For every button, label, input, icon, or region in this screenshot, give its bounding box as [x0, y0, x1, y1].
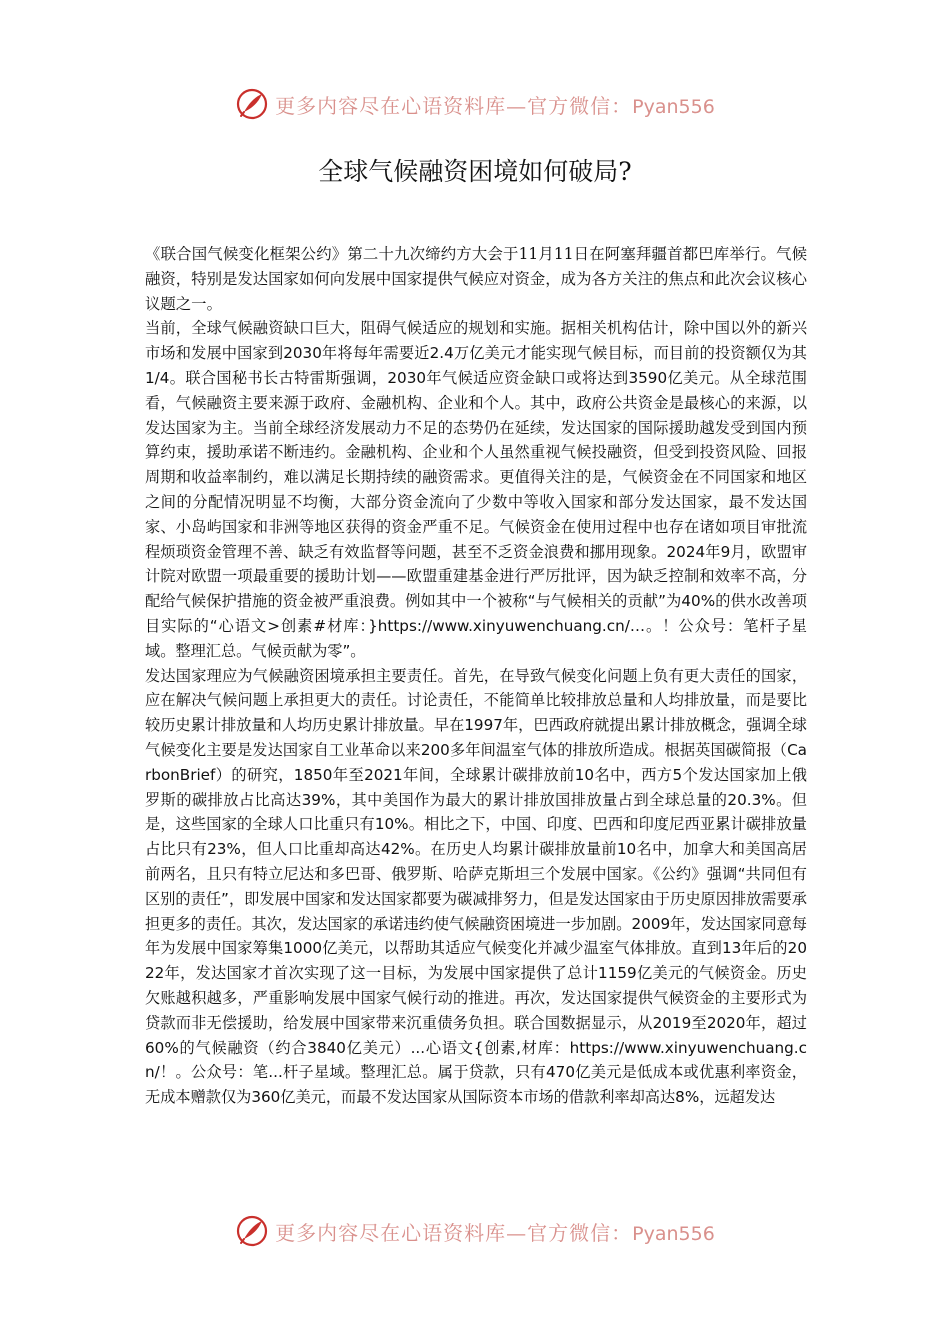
- footer-watermark: [0, 1213, 950, 1249]
- header-watermark: [0, 86, 950, 122]
- watermark-wechat-id: Pyan556: [632, 1222, 715, 1245]
- watermark-text: 更多内容尽在心语资料库—官方微信：Pyan556: [275, 1220, 715, 1245]
- article-title: 全球气候融资困境如何破局?: [318, 157, 632, 186]
- paragraph-responsibility: 发达国家理应为气候融资困境承担主要责任。首先，在导致气候变化问题上负有更大责任的国家，应在解决气候问题上承担更大的责任。讨论责任，不能简单比较排放总量和人均排放量，而是要比较历史累计排放量和人均历史累计排放量。早在1997年，巴西政府就提出累计排放概念，强调全球气候变化主要是发达国家自工业革命以来200多年间温室气体的排放所造成。根据英国碳简报（CarbonBrief）的研究，1850年至2021年间，全球累计碳排放前10名中，西方5个发达国家加上俄罗斯的碳排放占比高达39%，其中美国作为最大的累计排放国排放量占到全球总量的20.3%。但是，这些国家的全球人口比重只有10%。相比之下，中国、印度、巴西和印度尼西亚累计碳排放量占比只有23%，但人口比重却高达42%。在历史人均累计碳排放量前10名中，加拿大和美国高居前两名，且只有特立尼达和多巴哥、俄罗斯、哈萨克斯坦三个发展中国家。《公约》强调“共同但有区别的责任”，即发展中国家和发达国家都要为碳减排努力，但是发达国家由于历史原因排放需要承担更多的责任。其次，发达国家的承诺违约使气候融资困境进一步加剧。2009年，发达国家同意每年为发展中国家筹集1000亿美元，以帮助其适应气候变化并减少温室气体排放。直到13年后的2022年，发达国家才首次实现了这一目标，为发展中国家提供了总计1159亿美元的气候资金。历史欠账越积越多，严重影响发展中国家气候行动的推进。再次，发达国家提供气候资金的主要形式为贷款而非无偿援助，给发展中国家带来沉重债务负担。联合国数据显示，从2019至2020年，超过60%的气候融资（约合3840亿美元）...心语文{创素,材库：https://www.xinyuwenchuang.cn/！。公众号：笔...杆子星域。整理汇总。属于贷款，只有470亿美元是低成本或优惠利率资金，无成本赠款仅为360亿美元，而最不发达国家从国际资本市场的借款利率却高达8%，远超发达: [145, 666, 807, 1107]
- watermark-wechat-id: Pyan556: [632, 95, 715, 118]
- quill-logo-icon: [235, 87, 269, 121]
- paragraph-funding-gap: 当前，全球气候融资缺口巨大，阻碍气候适应的规划和实施。据相关机构估计，除中国以外的新兴市场和发展中国家到2030年将每年需要近2.4万亿美元才能实现气候目标，而目前的投资额仅为其1/4。联合国秘书长古特雷斯强调，2030年气候适应资金缺口或将达到3590亿美元。从全球范围看，气候融资主要来源于政府、金融机构、企业和个人。其中，政府公共资金是最核心的来源，以发达国家为主。当前全球经济发展动力不足的态势仍在延续，发达国家的国际援助越发受到国内预算约束，援助承诺不断违约。金融机构、企业和个人虽然重视气候投融资，但受到投资风险、回报周期和收益率制约，难以满足长期持续的融资需求。更值得关注的是，气候资金在不同国家和地区之间的分配情况明显不均衡，大部分资金流向了少数中等收入国家和部分发达国家，最不发达国家、小岛屿国家和非洲等地区获得的资金严重不足。气候资金在使用过程中也存在诸如项目审批流程烦琐资金管理不善、缺乏有效监督等问题，甚至不乏资金浪费和挪用现象。2024年9月，欧盟审计院对欧盟一项最重要的援助计划——欧盟重建基金进行严厉批评，因为缺乏控制和效率不高，分配给气候保护措施的资金被严重浪费。例如其中一个被称“与气候相关的贡献”为40%的供水改善项目实际的“心语文>创素#材库：}https://www.xinyuwenchuang.cn/…。！公众号：笔杆子星域。整理汇总。气候贡献为零”。: [145, 319, 807, 660]
- article-body: [145, 242, 807, 1110]
- quill-logo-icon: [235, 1214, 269, 1248]
- paragraph-intro: 《联合国气候变化框架公约》第二十九次缔约方大会于11月11日在阿塞拜疆首都巴库举行。气候融资，特别是发达国家如何向发展中国家提供气候应对资金，成为各方关注的焦点和此次会议核心议题之一。: [145, 245, 807, 313]
- watermark-text: 更多内容尽在心语资料库—官方微信：Pyan556: [275, 93, 715, 118]
